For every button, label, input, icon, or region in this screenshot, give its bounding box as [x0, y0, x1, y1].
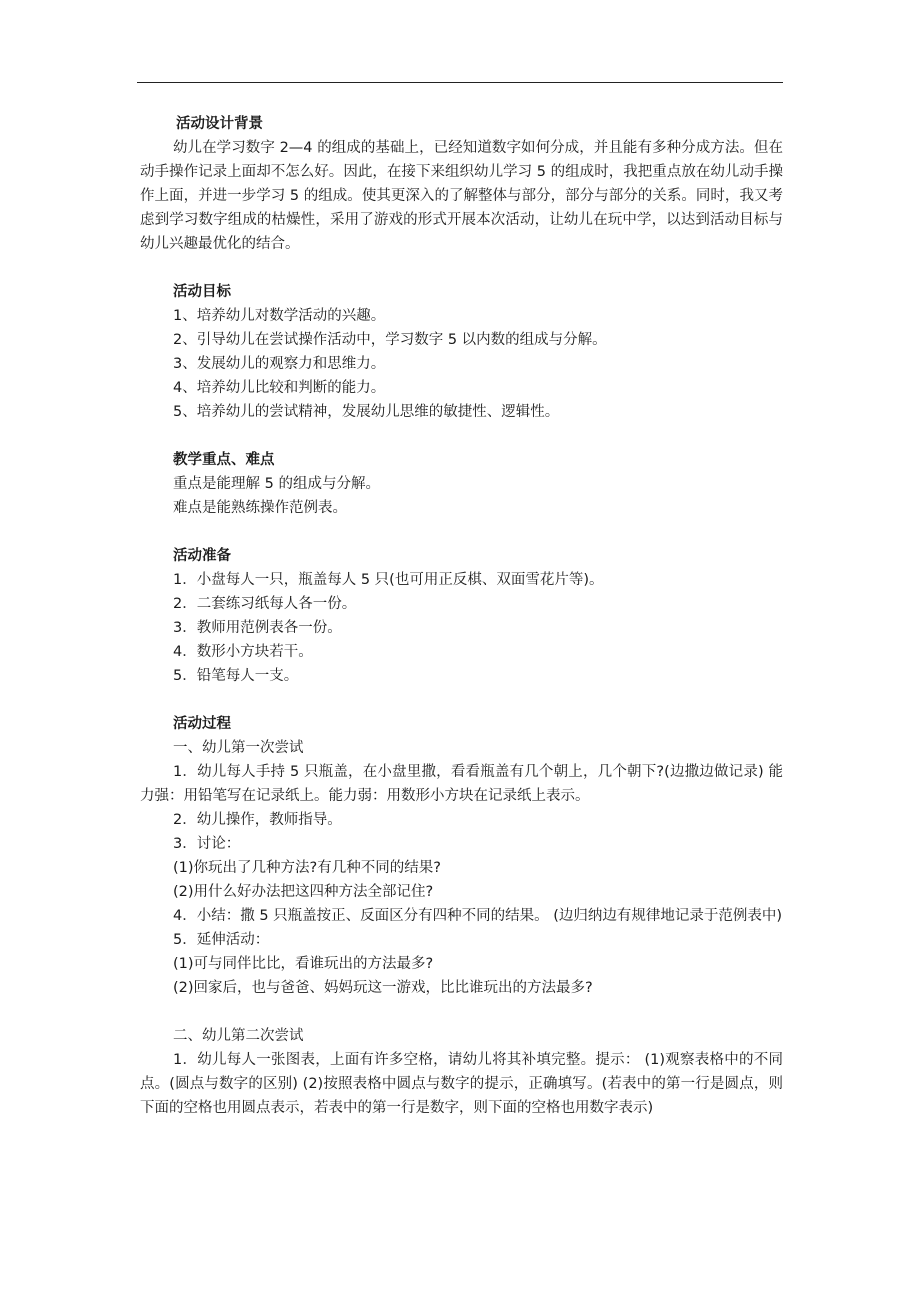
paragraph-background: 幼儿在学习数字 2—4 的组成的基础上，已经知道数字如何分成，并且能有多种分成方法。但在动手操作记录上面却不怎么好。因此，在接下来组织幼儿学习 5 的组成时，我把重点放在幼儿动手操作上面，并进一步学习 5 的组成。使其更深入的了解整体与部分，部分与部分的关系。同时，我又考虑到学习数字组成的枯燥性，采用了游戏的形式开展本次活动，让幼儿在玩中学，以达到活动目标与幼儿兴趣最优化的结合。: [140, 140, 783, 252]
process-part-title: 二、幼儿第二次尝试: [173, 1028, 304, 1044]
heading-focus: 教学重点、难点: [173, 452, 275, 468]
process-line: 2．幼儿操作，教师指导。: [173, 812, 342, 828]
header-rule: [137, 82, 783, 83]
preparation-item: 3．教师用范例表各一份。: [173, 620, 342, 636]
goal-item: 1、培养幼儿对数学活动的兴趣。: [173, 308, 386, 324]
process-line: 3．讨论：: [173, 836, 241, 852]
process-line: (2)用什么好办法把这四种方法全部记住?: [173, 884, 434, 900]
heading-preparation: 活动准备: [173, 548, 231, 564]
process-line: (2)回家后，也与爸爸、妈妈玩这一游戏，比比谁玩出的方法最多?: [173, 980, 593, 996]
process-paragraph: 1．幼儿每人一张图表，上面有许多空格，请幼儿将其补填完整。提示： (1)观察表格中的不同点。(圆点与数字的区别) (2)按照表格中圆点与数字的提示，正确填写。(若表中的第一行是圆点，则下面的空格也用圆点表示，若表中的第一行是数字，则下面的空格也用数字表示): [140, 1052, 783, 1116]
goal-item: 3、发展幼儿的观察力和思维力。: [173, 356, 386, 372]
process-paragraph: 1．幼儿每人手持 5 只瓶盖，在小盘里撒，看看瓶盖有几个朝上，几个朝下?(边撒边做记录) 能力强：用铅笔写在记录纸上。能力弱：用数形小方块在记录纸上表示。: [140, 764, 783, 804]
focus-item: 难点是能熟练操作范例表。: [173, 500, 347, 516]
process-line: (1)你玩出了几种方法?有几种不同的结果?: [173, 860, 441, 876]
process-part-title: 一、幼儿第一次尝试: [173, 740, 304, 756]
heading-background: 活动设计背景: [176, 116, 263, 132]
goal-item: 4、培养幼儿比较和判断的能力。: [173, 380, 386, 396]
goal-item: 2、引导幼儿在尝试操作活动中，学习数字 5 以内数的组成与分解。: [173, 332, 607, 348]
heading-goals: 活动目标: [173, 284, 231, 300]
process-line: 5．延伸活动：: [173, 932, 270, 948]
document-body: [140, 112, 783, 1120]
process-paragraph: 4．小结：撒 5 只瓶盖按正、反面区分有四种不同的结果。 (边归纳边有规律地记录于范例表中): [173, 908, 783, 924]
preparation-item: 2．二套练习纸每人各一份。: [173, 596, 357, 612]
preparation-item: 4．数形小方块若干。: [173, 644, 313, 660]
heading-process: 活动过程: [173, 716, 231, 732]
goal-item: 5、培养幼儿的尝试精神，发展幼儿思维的敏捷性、逻辑性。: [173, 404, 560, 420]
preparation-item: 1．小盘每人一只，瓶盖每人 5 只(也可用正反棋、双面雪花片等)。: [173, 572, 604, 588]
preparation-item: 5．铅笔每人一支。: [173, 668, 299, 684]
focus-item: 重点是能理解 5 的组成与分解。: [173, 476, 380, 492]
process-line: (1)可与同伴比比，看谁玩出的方法最多?: [173, 956, 434, 972]
